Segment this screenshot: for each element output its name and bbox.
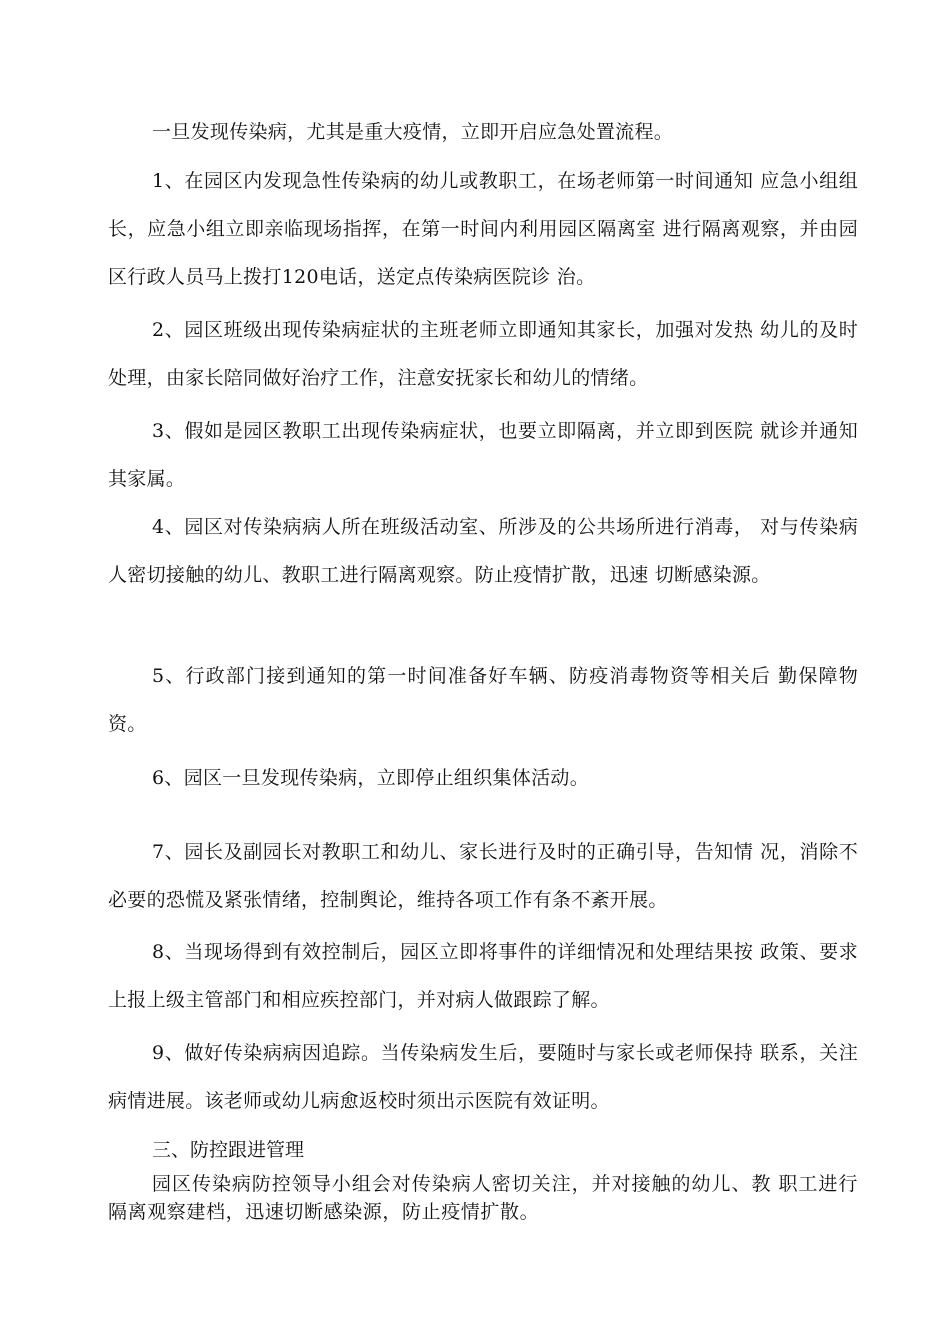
section-heading: 三、防控跟进管理 xyxy=(152,1139,305,1161)
item-7-paragraph: 7、园长及副园长对教职工和幼儿、家长进行及时的正确引导，告知情 况，消除不必要的恐慌及紧张情绪，控制舆论，维持各项工作有条不紊开展。 xyxy=(108,841,858,911)
item-4-paragraph: 4、园区对传染病病人所在班级活动室、所涉及的公共场所进行消毒， 对与传染病人密切接触的幼儿、教职工进行隔离观察。防止疫情扩散，迅速 切断感染源。 xyxy=(108,516,858,586)
intro-paragraph: 一旦发现传染病，尤其是重大疫情，立即开启应急处置流程。 xyxy=(152,121,674,143)
item-9-paragraph: 9、做好传染病病因追踪。当传染病发生后，要随时与家长或老师保持 联系，关注病情进展。该老师或幼儿病愈返校时须出示医院有效证明。 xyxy=(108,1042,858,1112)
item-6-paragraph: 6、园区一旦发现传染病，立即停止组织集体活动。 xyxy=(152,767,589,789)
item-2-paragraph: 2、园区班级出现传染病症状的主班老师立即通知其家长，加强对发热 幼儿的及时处理，由家长陪同做好治疗工作，注意安抚家长和幼儿的情绪。 xyxy=(108,319,858,389)
item-3-paragraph: 3、假如是园区教职工出现传染病症状，也要立即隔离，并立即到医院 就诊并通知其家属。 xyxy=(108,420,858,490)
item-8-paragraph: 8、当现场得到有效控制后，园区立即将事件的详细情况和处理结果按 政策、要求上报上级主管部门和相应疾控部门，并对病人做跟踪了解。 xyxy=(108,941,858,1011)
item-1-paragraph: 1、在园区内发现急性传染病的幼儿或教职工，在场老师第一时间通知 应急小组组长，应急小组立即亲临现场指挥，在第一时间内利用园区隔离室 进行隔离观察，并由园区行政人员马上拨打120电话，送定点传染病医院诊 治。 xyxy=(108,170,858,288)
closing-paragraph: 园区传染病防控领导小组会对传染病人密切关注，并对接触的幼儿、教 职工进行隔离观察建档，迅速切断感染源，防止疫情扩散。 xyxy=(108,1173,858,1223)
item-5-paragraph: 5、行政部门接到通知的第一时间准备好车辆、防疫消毒物资等相关后 勤保障物资。 xyxy=(108,665,858,735)
